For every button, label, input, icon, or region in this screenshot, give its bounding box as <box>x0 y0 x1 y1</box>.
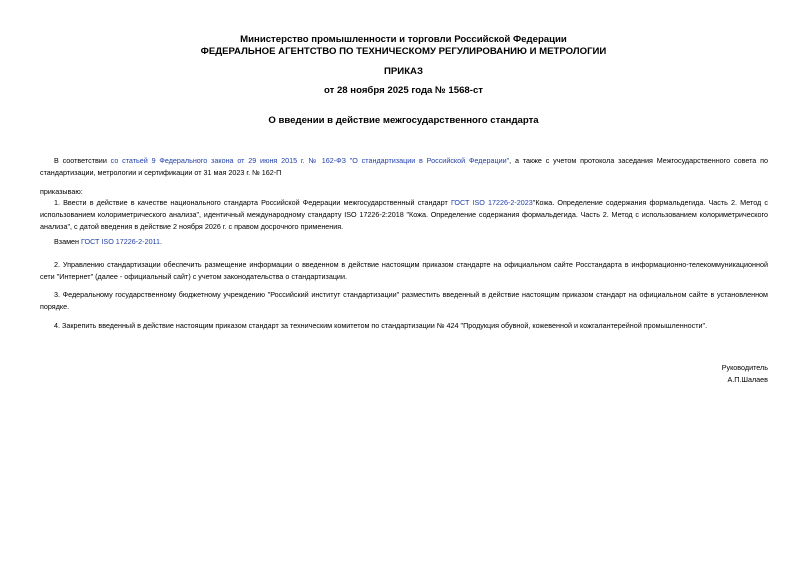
standard-link[interactable]: ГОСТ ISO 17226-2-2023 <box>450 198 533 207</box>
preamble-paragraph <box>40 155 768 179</box>
orders-word: приказываю: <box>40 187 83 196</box>
signature-block <box>722 362 768 386</box>
item-1-after: "Кожа. Определение содержания формальдегида. Часть 2. Метод с использованием колориметрического анализа", идентичный международному стандарту ISO 17226-2:2018 "Кожа. Определение содержания формальдегида. Часть 2. Метод с использованием колориметрического анализа", с датой введения в действие 2 ноября 2026 г. с правом досрочного применения. <box>40 198 768 231</box>
replaced-standard-link[interactable]: ГОСТ ISO 17226-2-2011 <box>81 237 161 246</box>
document-header <box>0 34 807 58</box>
signatory-position: Руководитель <box>721 363 768 372</box>
law-link[interactable]: со статьей 9 Федерального закона от 29 июня 2015 г. № 162-ФЗ "О стандартизации в Российской Федерации" <box>110 156 510 165</box>
agency-name: ФЕДЕРАЛЬНОЕ АГЕНТСТВО ПО ТЕХНИЧЕСКОМУ РЕГУЛИРОВАНИЮ И МЕТРОЛОГИИ <box>200 46 607 57</box>
order-title: ПРИКАЗ <box>384 66 423 77</box>
preamble-intro: В соответствии <box>54 156 111 165</box>
replacement-paragraph <box>40 236 768 248</box>
replacement-after: . <box>160 237 163 246</box>
ministry-name: Министерство промышленности и торговли Российской Федерации <box>240 34 567 45</box>
item-2-paragraph: 2. Управлению стандартизации обеспечить размещение информации о введенном в действие настоящим приказом стандарте на официальном сайте Росстандарта в информационно-телекоммуникационной сети "Интернет" (далее - официальный сайт) с учетом законодательства о стандартизации. <box>40 260 768 281</box>
item-1-before: 1. Ввести в действие в качестве национального стандарта Российской Федерации межгосударственный стандарт <box>54 198 451 207</box>
item-3-paragraph: 3. Федеральному государственному бюджетному учреждению "Российский институт стандартизации" разместить введенный в действие настоящим приказом стандарт на официальном сайте в установленном порядке. <box>40 290 768 311</box>
item-1-paragraph <box>40 197 768 233</box>
order-subject: О введении в действие межгосударственного стандарта <box>268 115 539 126</box>
replacement-before: Взамен <box>54 237 81 246</box>
preamble-rest: , а также с учетом протокола заседания Межгосударственного совета по стандартизации, метрологии и сертификации от 31 мая 2023 г. № 162-П <box>40 156 768 177</box>
order-date-number: от 28 ноября 2025 года № 1568-ст <box>323 85 483 96</box>
signatory-name: А.П.Шалаев <box>727 375 768 384</box>
item-4-paragraph: 4. Закрепить введенный в действие настоящим приказом стандарт за техническим комитетом по стандартизации № 424 "Продукция обувной, кожевенной и кожгалантерейной промышленности". <box>54 321 708 330</box>
